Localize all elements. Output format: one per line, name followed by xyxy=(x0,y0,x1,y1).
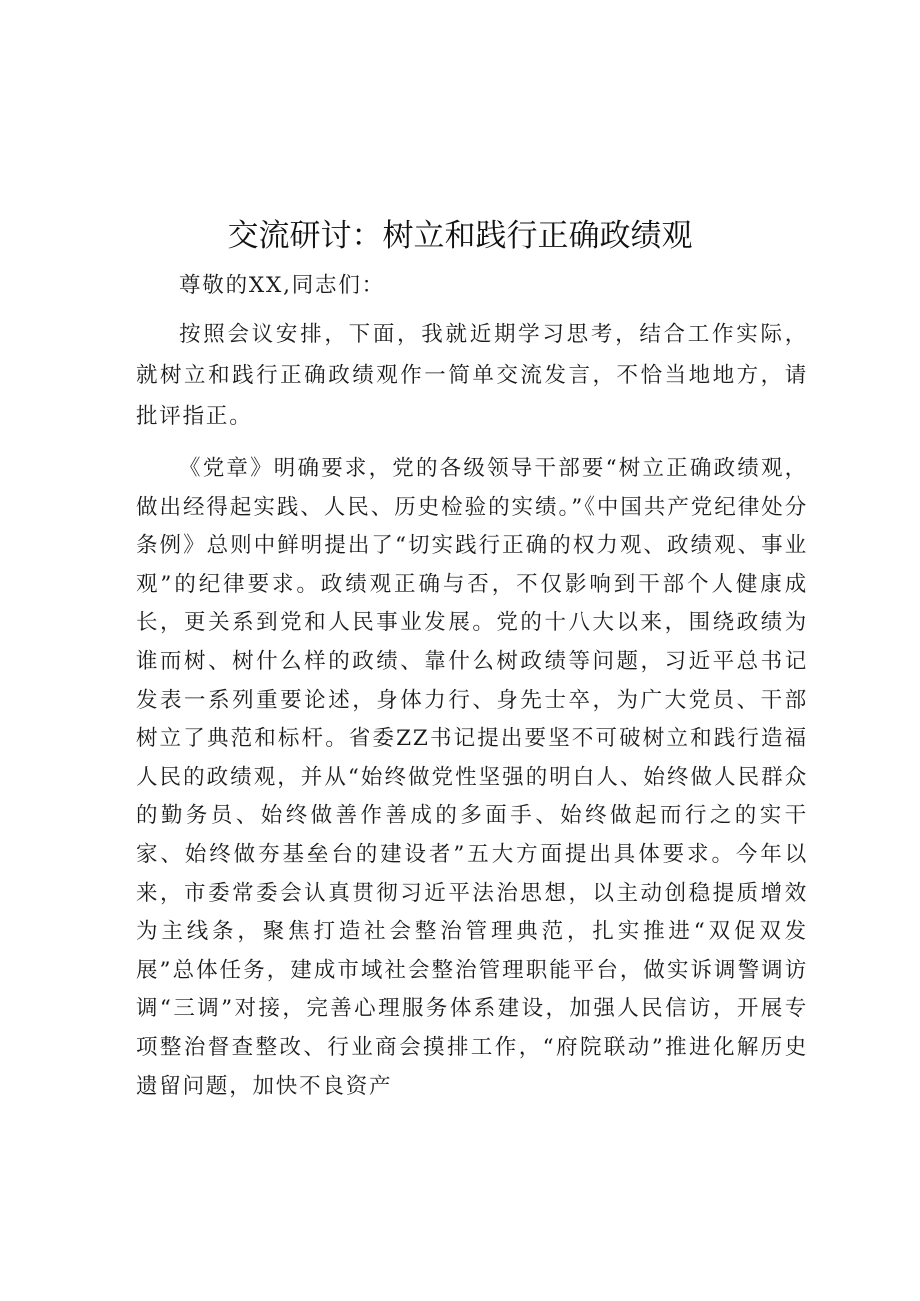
paragraph-opening: 按照会议安排，下面，我就近期学习思考，结合工作实际，就树立和践行正确政绩观作一简单交流发言，不恰当地地方，请批评指正。 xyxy=(136,322,808,429)
salutation: 尊敬的XX,同志们： xyxy=(179,273,385,298)
page-title: 交流研讨：树立和践行正确政绩观 xyxy=(227,218,693,254)
paragraph-main: 《党章》明确要求，党的各级领导干部要“树立正确政绩观，做出经得起实践、人民、历史检验的实绩。”《中国共产党纪律处分条例》总则中鲜明提出了“切实践行正确的权力观、政绩观、事业观”的纪律要求。政绩观正确与否，不仅影响到干部个人健康成长，更关系到党和人民事业发展。党的十八大以来，围绕政绩为谁而树、树什么样的政绩、靠什么树政绩等问题，习近平总书记发表一系列重要论述，身体力行、身先士卒，为广大党员、干部树立了典范和标杆。省委ZZ书记提出要坚不可破树立和践行造福人民的政绩观，并从“始终做党性坚强的明白人、始终做人民群众的勤务员、始终做善作善成的多面手、始终做起而行之的实干家、始终做夯基垒台的建设者”五大方面提出具体要求。今年以来，市委常委会认真贯彻习近平法治思想，以主动创稳提质增效为主线条，聚焦打造社会整治管理典范，扎实推进“双促双发展”总体任务，建成市域社会整治管理职能平台，做实诉调警调访调“三调”对接，完善心理服务体系建设，加强人民信访，开展专项整治督查整改、行业商会摸排工作，“府院联动”推进化解历史遗留问题，加快不良资产 xyxy=(136,456,808,1099)
